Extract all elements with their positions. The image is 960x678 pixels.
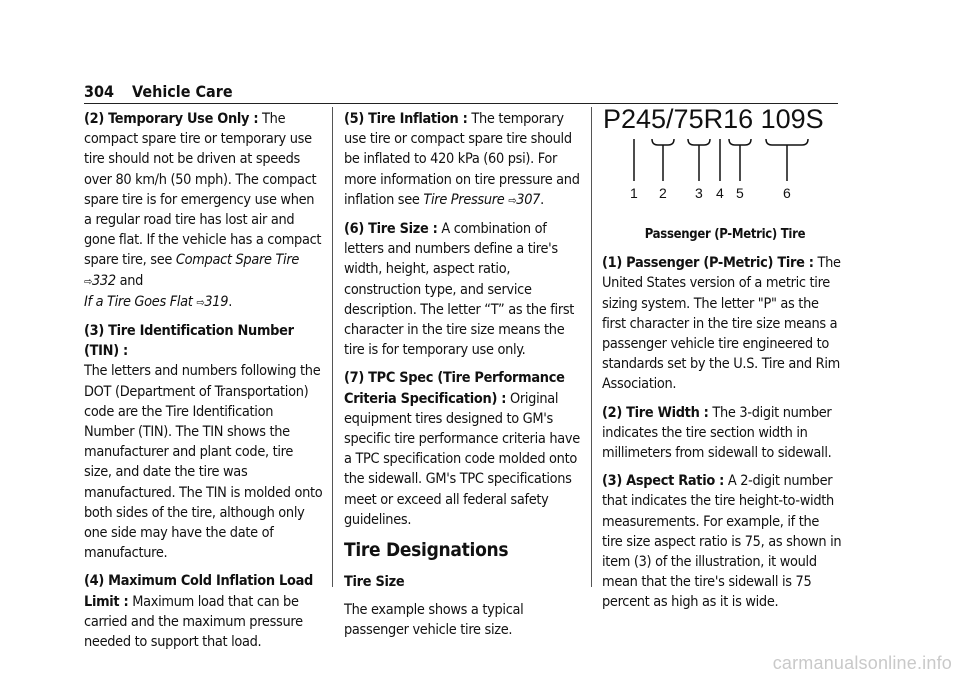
subheading-tire-size: Tire Size (344, 574, 405, 591)
watermark-footer: carmanualsonline.info (772, 653, 952, 673)
section-heading-tire-designations: Tire Designations (344, 539, 509, 562)
text-tire-size: A combination of letters and numbers define a tire's width, height, aspect ratio, construction type, and service description. The letter “T” as the first character in the tire size means the tire is for temporary use only. (344, 221, 575, 359)
column-divider-2 (591, 107, 592, 587)
callout-bracket-5 (729, 139, 751, 145)
term-tire-inflation: (5) Tire Inflation : (344, 111, 468, 127)
link-tire-pressure[interactable]: Tire Pressure (423, 191, 505, 208)
paragraph-tin (84, 321, 324, 563)
term-tire-size: (6) Tire Size : (344, 221, 438, 238)
callout-bracket-3 (688, 139, 710, 145)
text-tire-inflation: The temporary use tire or compact spare tire should be inflated to 420 kPa (60 psi). For more information on tire pressure and inflation see (344, 111, 580, 208)
paragraph-tpc-spec (344, 368, 580, 530)
page-ref-332[interactable]: 332 (92, 272, 116, 289)
paragraph-example: The example shows a typical passenger vehicle tire size. (344, 602, 524, 639)
term-aspect-ratio: (3) Aspect Ratio : (602, 473, 725, 490)
term-temporary-use: (2) Temporary Use Only : (84, 111, 259, 127)
page-header (84, 82, 838, 102)
term-tpc-spec: (7) TPC Spec (Tire Performance Criteria Specification) : (344, 370, 565, 407)
term-passenger-tire: (1) Passenger (P-Metric) Tire : (602, 255, 814, 272)
tire-size-code: P245/75R16 109S (603, 104, 824, 134)
paragraph-tire-size (344, 219, 580, 360)
callout-bracket-6 (766, 139, 808, 145)
text-max-inflation: Maximum load that can be carried and the maximum pressure needed to support that load. (84, 593, 303, 651)
page-ref-icon: ⇨ (508, 193, 517, 207)
column-3 (602, 104, 842, 621)
figure-caption: Passenger (P-Metric) Tire (644, 227, 806, 242)
text-tin: The letters and numbers following the DOT (Department of Transportation) code are the Tire Identification Number (TIN). The TIN shows the manufacturer and plant code, tire size, and date the tire was manufactured. The TIN is molded onto both sides of the tire, although only one side may have the date of manufacture. (84, 363, 323, 562)
paragraph-aspect-ratio (602, 471, 842, 612)
link-compact-spare-tire[interactable]: Compact Spare Tire (175, 252, 300, 269)
text-tire-width: The 3-digit number indicates the tire section width in millimeters from sidewall to sidewall. (602, 404, 832, 462)
text-passenger-tire: The United States version of a metric tire sizing system. The letter "P" as the first character in the tire size means a passenger vehicle tire engineered to standards set by the U.S. Tire and Rim Association. (602, 255, 841, 393)
period: . (540, 191, 544, 208)
callout-number-1: 1 (630, 185, 638, 201)
page-ref-icon: ⇨ (84, 274, 92, 288)
callout-number-6: 6 (783, 185, 791, 201)
page-ref-319[interactable]: 319 (204, 293, 229, 310)
paragraph-passenger-tire (602, 253, 842, 394)
column-divider-1 (332, 107, 333, 587)
paragraph-tire-inflation (344, 109, 580, 211)
period: . (228, 293, 232, 310)
column-2 (344, 109, 580, 648)
callout-number-4: 4 (716, 185, 724, 201)
paragraph-max-inflation (84, 571, 324, 652)
tire-size-illustration (602, 104, 848, 225)
text-and: and (115, 272, 144, 289)
callout-bracket-2 (652, 139, 674, 145)
text-aspect-ratio: A 2-digit number that indicates the tire height-to-width measurements. For example, if the tire size aspect ratio is 75, as shown in item (3) of the illustration, it would mean that the tire's sidewall is 75 percent as high as it is wide. (602, 473, 842, 611)
callout-lines (602, 109, 848, 189)
page-ref-icon: ⇨ (196, 295, 205, 309)
page-number: 304 (84, 82, 115, 101)
column-1 (84, 109, 324, 660)
link-if-tire-goes-flat[interactable]: If a Tire Goes Flat (84, 293, 193, 310)
term-max-inflation: (4) Maximum Cold Inflation Load Limit : (84, 573, 313, 610)
callout-number-5: 5 (736, 185, 744, 201)
paragraph-tire-width (602, 403, 842, 464)
text-temporary-use: The compact spare tire or temporary use tire should not be driven at speeds over 80 km/h (50 mph). The compact spare tire is for emergency use when a regular road tire has lost air and gone flat. If the vehicle has a compact spare tire, see (84, 111, 322, 269)
text-tpc-spec: Original equipment tires designed to GM's specific tire performance criteria have a TPC specification code molded onto the sidewall. GM's TPC specifications meet or exceed all federal safety guidelines. (344, 390, 580, 528)
term-tire-width: (2) Tire Width : (602, 404, 709, 421)
callout-number-2: 2 (659, 185, 667, 201)
term-tin: (3) Tire Identification Number (TIN) : (84, 323, 294, 360)
callout-number-3: 3 (695, 185, 703, 201)
section-title: Vehicle Care (132, 82, 233, 101)
page-ref-307[interactable]: 307 (516, 191, 541, 208)
paragraph-temporary-use (84, 109, 324, 313)
